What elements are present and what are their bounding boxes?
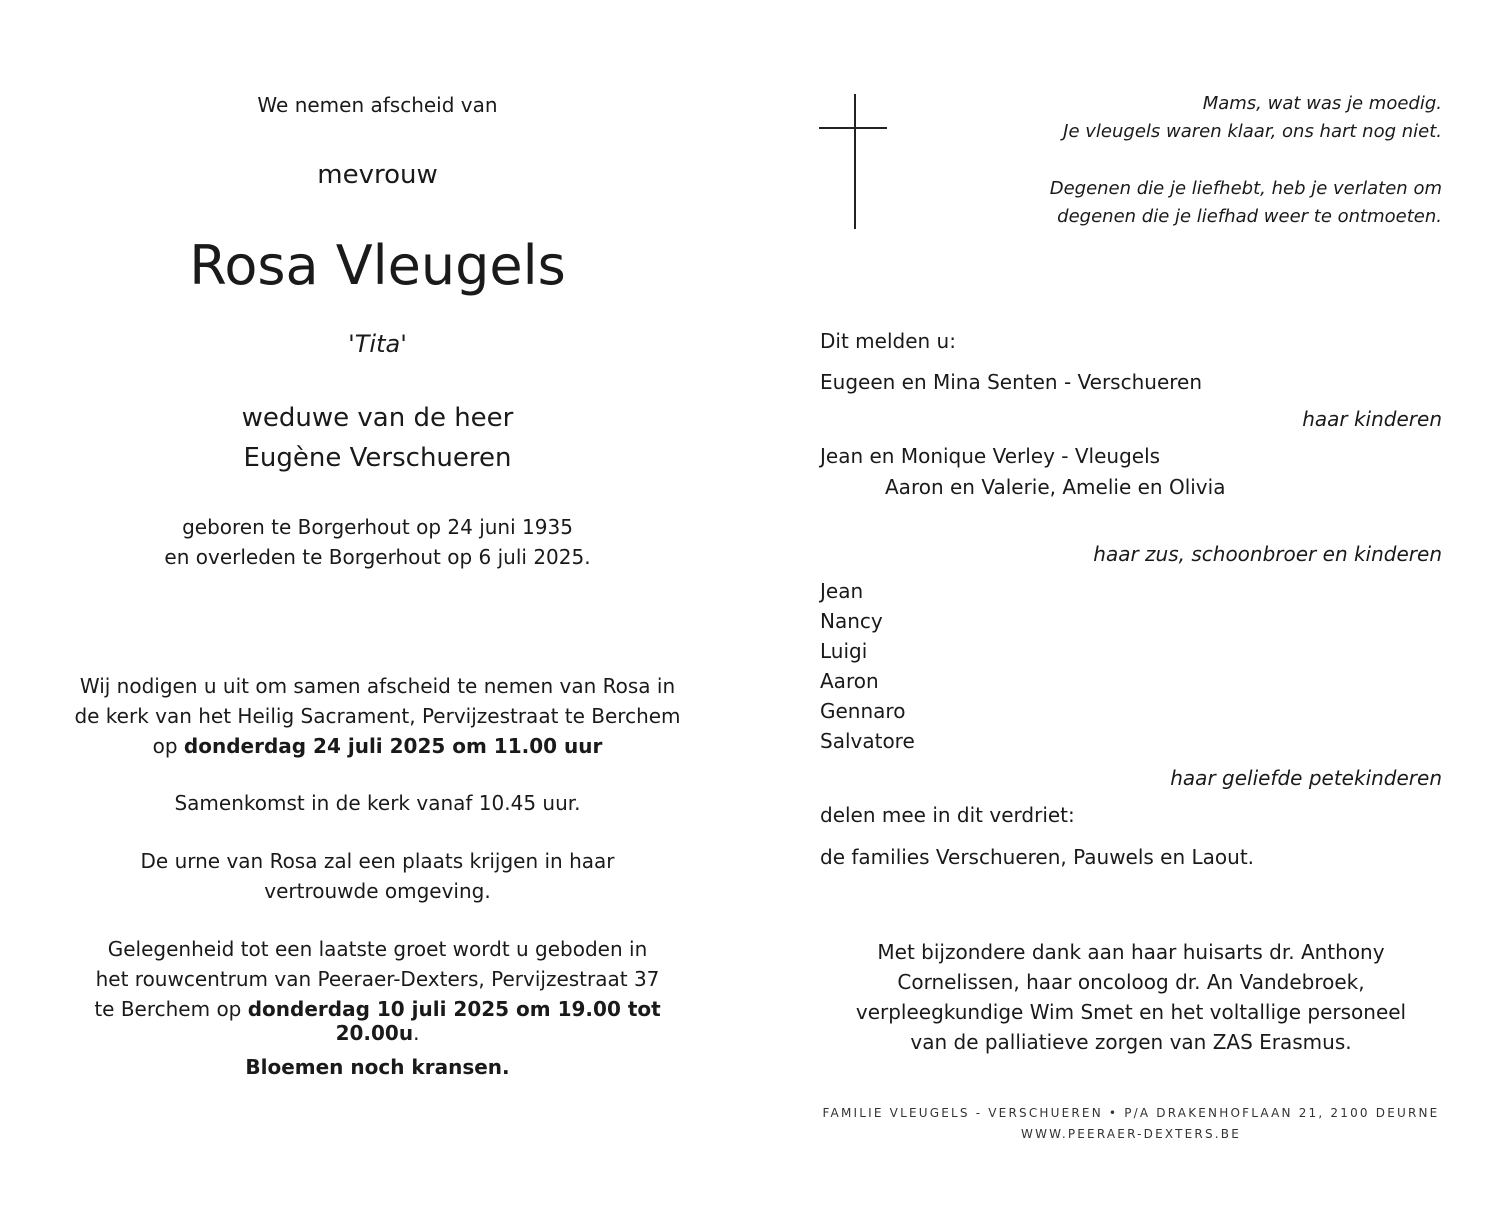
poem-line-4: degenen die je liefhad weer te ontmoeten. — [1057, 206, 1442, 227]
invite-prefix: op — [152, 734, 184, 758]
sister-role: haar zus, schoonbroer en kinderen — [1093, 542, 1442, 566]
godchild-item: Nancy — [820, 609, 883, 633]
footer-address: FAMILIE VLEUGELS - VERSCHUEREN • P/A DRAKENHOFLAAN 21, 2100 DEURNE — [822, 1106, 1440, 1120]
death-text: en overleden te Borgerhout op 6 juli 2025. — [164, 545, 591, 569]
right-column — [820, 0, 1442, 1214]
greet-suffix: . — [413, 1021, 420, 1045]
children-names: Eugeen en Mina Senten - Verschueren — [820, 370, 1203, 394]
deceased-name: Rosa Vleugels — [189, 234, 566, 297]
thanks-line-3: verpleegkundige Wim Smet en het voltallige personeel — [855, 1000, 1407, 1024]
poem-line-1: Mams, wat was je moedig. — [1202, 93, 1442, 114]
poem-line-3: Degenen die je liefhebt, heb je verlaten om — [1049, 178, 1442, 199]
invite-line-1: Wij nodigen u uit om samen afscheid te nemen van Rosa in — [79, 674, 676, 698]
greet-line-1: Gelegenheid tot een laatste groet wordt u geboden in — [107, 937, 648, 961]
urn-line-2: vertrouwde omgeving. — [264, 879, 491, 903]
nickname: 'Tita' — [348, 330, 407, 358]
thanks-line-2: Cornelissen, haar oncoloog dr. An Vandebroek, — [897, 970, 1365, 994]
service-datetime: donderdag 24 juli 2025 om 11.00 uur — [183, 734, 603, 758]
godchildren-role: haar geliefde petekinderen — [1170, 766, 1442, 790]
salutation: mevrouw — [317, 160, 438, 190]
greet-line-3 — [60, 997, 695, 1045]
announce-text: Dit melden u: — [820, 329, 956, 353]
godchild-item: Aaron — [820, 669, 879, 693]
gathering-text: Samenkomst in de kerk vanaf 10.45 uur. — [174, 791, 581, 815]
invite-line-3 — [60, 734, 695, 758]
sister-kids: Aaron en Valerie, Amelie en Olivia — [885, 475, 1226, 499]
left-column — [60, 0, 695, 1214]
widow-line-2: Eugène Verschueren — [243, 443, 512, 473]
flowers-note: Bloemen noch kransen. — [245, 1055, 510, 1079]
urn-line-1: De urne van Rosa zal een plaats krijgen in haar — [140, 849, 615, 873]
footer-website: WWW.PEERAER-DEXTERS.BE — [1021, 1127, 1241, 1141]
thanks-line-4: van de palliatieve zorgen van ZAS Erasmus. — [910, 1030, 1352, 1054]
thanks-line-1: Met bijzondere dank aan haar huisarts dr. Anthony — [877, 940, 1385, 964]
godchild-item: Luigi — [820, 639, 868, 663]
greet-line-2: het rouwcentrum van Peeraer-Dexters, Pervijzestraat 37 — [95, 967, 660, 991]
poem-line-2: Je vleugels waren klaar, ons hart nog niet. — [1063, 121, 1442, 142]
birth-text: geboren te Borgerhout op 24 juni 1935 — [182, 515, 573, 539]
godchild-item: Salvatore — [820, 729, 915, 753]
share-text: delen mee in dit verdriet: — [820, 803, 1075, 827]
godchild-item: Jean — [820, 579, 864, 603]
widow-line-1: weduwe van de heer — [241, 403, 514, 433]
invite-line-2: de kerk van het Heilig Sacrament, Pervijzestraat te Berchem — [74, 704, 681, 728]
greet-prefix: te Berchem op — [94, 997, 248, 1021]
families-text: de families Verschueren, Pauwels en Laout. — [820, 845, 1255, 869]
children-role: haar kinderen — [1302, 407, 1442, 431]
sister-names: Jean en Monique Verley - Vleugels — [820, 444, 1161, 468]
godchild-item: Gennaro — [820, 699, 906, 723]
visitation-datetime: donderdag 10 juli 2025 om 19.00 tot 20.00u — [247, 997, 661, 1045]
intro-text: We nemen afscheid van — [257, 93, 498, 117]
